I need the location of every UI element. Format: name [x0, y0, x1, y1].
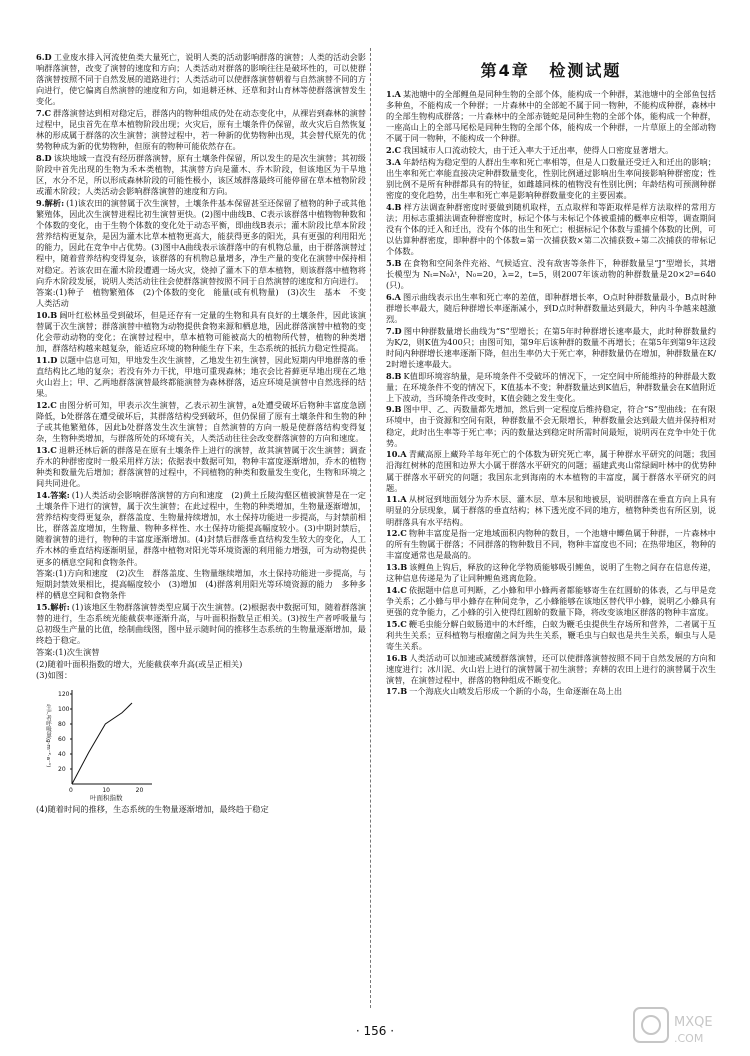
answer-number: 15.C — [386, 618, 407, 629]
x-tick-label: 20 — [135, 786, 144, 794]
answer-paragraph — [36, 445, 366, 489]
y-axis-label: 生产者呼吸量(g·m⁻²·a⁻¹) — [45, 703, 51, 767]
answer-text: K值即环境容纳量，是环境条件不受破坏的情况下，一定空间中所能维持的种群最大数量；在环境条件不变的情况下，K值基本不变；种群数量达到K值后，种群数量会在K值附近上下波动，当环境条件改变时，K值会随之发生变化。 — [386, 370, 716, 403]
y-tick-label: 40 — [58, 750, 66, 758]
answer-paragraph — [386, 449, 716, 493]
x-tick-label: 0 — [69, 786, 73, 794]
chapter-heading: 检测试题 — [549, 61, 622, 80]
answer-text: 依据题中信息可判断，乙小蜂和甲小蜂两者都能够寄生在红圆蚧的体表，乙与甲是竞争关系；乙小蜂与甲小蜂存在种间竞争，乙小蜂能够在该地区替代甲小蜂，说明乙小蜂具有更强的竞争能力，乙小蜂的引入使得红圆蚧的数量下降，将改变该地区群落的物种丰富度。 — [386, 584, 716, 618]
answer-paragraph — [386, 89, 716, 144]
answer-paragraph — [386, 562, 716, 584]
y-tick-label: 60 — [58, 735, 66, 743]
answer-paragraph — [386, 371, 716, 404]
answer-number: 3.A — [386, 156, 401, 167]
chapter-title — [386, 58, 716, 81]
answer-number: 14.C — [386, 584, 407, 595]
answer-number: 8.D — [36, 153, 52, 164]
answer-number: 9.B — [386, 404, 402, 415]
answer-number: 17.B — [386, 686, 408, 697]
answer-number: 14.答案: — [36, 490, 70, 500]
answer-text: 退耕还林后新的群落是在原有土壤条件上进行的演替，故其演替属于次生演替；调查乔木的种群密度时一般采用样方法；依据表中数据可知，物种丰富度逐渐增加，乔木的植物种类和数量先后增加；群落演替的过程中，不同植物的种类和数量发生变化，生物和环境之间共同进化。 — [36, 445, 366, 489]
answer-text: 从树冠到地面划分为乔木层、灌木层、草本层和地被层，说明群落在垂直方向上具有明显的分层现象，属于群落的垂直结构；林下透光度不同的地方，植物种类也有所区别，说明群落具有水平结构。 — [386, 494, 716, 527]
answer-paragraph — [36, 804, 366, 815]
answer-text: 样方法调查种群密度时要做到随机取样，五点取样和等距取样是样方法取样的常用方法；用标志重捕法调查种群密度时，标记个体与未标记个体被重捕的概率应相等，调查期间没有个体的迁入和迁出，没有个体的出生和死亡；根据标记个体数与重捕个体数的比例，可以估算种群密度，即种群中的个体数=第一次捕获数×第二次捕获数÷第二次捕获的带标记个体数。 — [386, 201, 716, 257]
answer-text: 由图分析可知，甲表示次生演替，乙表示初生演替，a处遭受破坏后物种丰富度急剧降低，b处群落在遭受破坏后，其群落结构受到破坏，但仍保留了原有土壤条件和生物的种子或其他繁殖体，因此b处群落发生次生演替；自然演替的方向一般是使群落结构变得复杂，生物种类增加，与群落所处的环境有关，人类活动往往会改变群落演替的方向和速度。 — [36, 400, 366, 444]
answer-text: (3)如图： — [36, 670, 73, 681]
answer-text: 图中种群数量增长曲线为“S”型增长；在第5年时种群增长速率最大，此时种群数量约为K/2，则K值为400只；由图可知，第9年后该种群的数量不再增长；在第5年到第9年这段时间内种群增长速率逐渐下降，但出生率仍大于死亡率，种群数量仍在增加，种群数量在K/2时增长速率最大。 — [386, 325, 716, 369]
answer-text: 该鲤鱼上钩后，释放的这种化学物质能够吸引鲤鱼，说明了生物之间存在信息传递，这种信息传递是为了让同种鲤鱼逃离危险。 — [386, 562, 716, 584]
x-tick-label: 10 — [102, 786, 110, 794]
page-number: · 156 · — [355, 1024, 395, 1038]
answer-number: 1.A — [386, 89, 401, 99]
watermark-logo — [632, 1004, 742, 1050]
answer-text: 我国城市人口流动较大，由于迁入率大于迁出率，使得人口密度显著增大。 — [403, 145, 674, 156]
answer-text: (1)该农田的演替属于次生演替，土壤条件基本保留甚至还保留了植物的种子或其他繁殖体，因此次生演替进程比初生演替更快。(2)图中曲线B、C表示该群落中植物物种数和个体数的变化，由于生物个体数的变化处于动态平衡，即曲线B表示；灌木阶段比草本阶段营养结构更复杂，是因为灌木比草本植物更高大，能获得更多的阳光，具有更强的利用阳光的能力，因此在竞争中占优势。(3)图中A曲线表示该群落中的有机物总量，由于群落演替过程中，随着营养结构变得复杂，该群落的有机物总量增多，净生产量的变化在演替中保持相对稳定。若该农田在灌木阶段遭遇一场火灾，烧掉了灌木下的草本植物，则该群落中植物将向乔木阶段发展，说明人类活动往往会使群落演替按照不同于自然演替的速度和方向进行。 — [36, 198, 366, 286]
answer-text: 某池塘中的全部鲤鱼是同种生物的全部个体，能构成一个种群，某池塘中的全部鱼包括多种鱼，不能构成一个种群；一片森林中的全部蛇不属于同一物种，不能构成种群，森林中的全部生物构成群落；一片森林中的全部赤链蛇是同种生物的全部个体，能构成一个种群，一座高山上的全部马尾松是同种生物的全部个体，能构成一个种群，一片草原上的全部动物不属于同一物种，不能构成一个种群。 — [386, 89, 716, 144]
answer-paragraph — [36, 490, 366, 568]
answer-number: 8.B — [386, 370, 402, 381]
answer-paragraph — [36, 400, 366, 444]
y-tick-label: 20 — [58, 765, 66, 773]
x-axis-label: 叶面积指数 — [90, 793, 123, 802]
answer-paragraph — [36, 198, 366, 287]
answer-number: 2.C — [386, 145, 402, 156]
answer-number: 6.D — [36, 52, 52, 62]
answer-paragraph — [386, 202, 716, 257]
answer-number: 15.解析: — [36, 602, 70, 613]
answer-text: 答案:(1)种子 植物繁殖体 (2)个体数的变化 能量(或有机物量) (3)次生 基本 不变 人类活动 — [36, 287, 375, 309]
answer-paragraph — [386, 404, 716, 448]
right-column-body — [386, 89, 716, 698]
answer-paragraph — [386, 258, 716, 291]
answer-text: 阔叶红松林虽受到破坏，但是还存有一定量的生物和具有良好的土壤条件，因此该演替属于次生演替；群落演替中植物为动物提供食物来源和栖息地，因此群落演替中植物的变化会带动动物的变化；在演替过程中，草本植物可能被高大的植物所代替，植物的种类增加，群落结构越来越复杂，能适应环境的物种能生存下来，生态系统的抵抗力稳定性提高。 — [36, 310, 366, 354]
answer-text: 鞭毛虫能分解白蚁肠道中的木纤维，白蚁为鞭毛虫提供生存场所和营养，二者属于互利共生关系；豆科植物与根瘤菌之间为共生关系，鞭毛虫与白蚁也是共生关系，蛔虫与人是寄生关系。 — [386, 618, 716, 651]
answer-number: 12.C — [386, 528, 407, 539]
answer-paragraph — [36, 670, 366, 681]
answer-paragraph — [36, 52, 366, 107]
answer-paragraph — [386, 145, 716, 156]
answer-text: 图中甲、乙、丙数量都先增加，然后到一定程度后维持稳定，符合“S”型曲线；在有限环境中，由于资源和空间有限，种群数量不会无限增长，种群数量会达到最大值并保持相对稳定，此时出生率等于死亡率；丙的数量达到稳定时所需时间最短，说明丙在竞争中处于优势。 — [386, 404, 716, 448]
answer-paragraph — [36, 602, 366, 646]
y-tick-label: 80 — [58, 720, 66, 728]
answer-text: 答案:(1)方向和速度 (2)次生 群落盖度、生物量继续增加，水土保持功能进一步提高，与短期封禁效果相比，提高幅度较小 (3)增加 (4)群落利用阳光等环境资源的能力 多种多样的栖息空间和食物条件 — [36, 568, 366, 601]
answer-paragraph — [36, 647, 366, 658]
answer-number: 6.A — [386, 291, 401, 302]
answer-number: 11.D — [36, 355, 58, 366]
answer-text: 物种丰富度是指一定地域面积内物种的数目，一个池塘中鲫鱼属于种群，一片森林中的所有生物属于群落；不同群落的物种数目不同，物种丰富度也不同；在热带地区，物种的丰富度通常也是最高的。 — [386, 528, 716, 561]
answer-paragraph — [386, 619, 716, 652]
answer-text: (2)随着叶面积指数的增大，光能截获率升高(或呈正相关) — [36, 658, 243, 669]
answer-text: 该块地域一直没有经历群落演替，原有土壤条件保留，所以发生的是次生演替；其初级阶段中首先出现的生物为禾本类植物，其演替方向是灌木、乔木阶段，但该地区为干旱地区，水分不足，所以形成森林阶段的可能性极小，该区域群落最终可能停留在草本植物阶段或灌木阶段；人类活动会影响群落演替的速度和方向。 — [36, 153, 366, 197]
y-tick-label: 120 — [58, 690, 70, 698]
answer-paragraph — [36, 287, 375, 309]
answer-paragraph — [386, 157, 716, 201]
answer-text: (4)随着时间的推移，生态系统的生物量逐渐增加，最终趋于稳定 — [36, 803, 269, 814]
column-divider — [370, 48, 372, 1008]
answer-text: 人类活动可以加速或减缓群落演替，还可以使群落演替按照不同于自然发展的方向和速度进行；冰川泥、火山岩上进行的演替属于初生演替；弃耕的农田上进行的演替属于次生演替，在演替过程中，群落的物种组成不断变化。 — [386, 652, 716, 685]
answer-paragraph — [36, 153, 366, 197]
answer-paragraph — [36, 568, 366, 601]
answer-paragraph — [36, 659, 366, 670]
answer-text: 图示曲线表示出生率和死亡率的差值，即种群增长率，O点时种群数量最小，B点时种群增长率最大，随后种群增长率逐渐减小，到D点时种群数量达到最大，种内斗争越来越激烈。 — [386, 291, 716, 324]
svg-text:.COM: .COM — [674, 1032, 704, 1045]
answer-text: 青藏高原上藏羚羊每年死亡的个体数为研究死亡率，属于种群水平研究的问题；我国沿海红树林的范围和边界大小属于群落水平研究的问题；福建武夷山常绿阔叶林中的优势种属于群落水平研究的问题；我国东北到海南的木本植物的丰富度，属于群落水平研究的问题。 — [386, 449, 716, 493]
answer-text: 群落演替达到相对稳定后，群落内的物种组成仍处在动态变化中，从裸岩到森林的演替过程中，昆虫首先在草本植物阶段出现；火灾后，原有土壤条件仍保留，故火灾后自然恢复林的形成属于群落的次生演替；演替过程中，若一种新的优势物种出现，其会替代原先的优势物种成为新的优势物种，但原有的物种可能依然存在。 — [36, 108, 366, 152]
answer-paragraph — [386, 653, 716, 686]
answer-number: 9.解析: — [36, 198, 65, 208]
answer-number: 7.D — [386, 325, 402, 336]
chapter-label: 第4章 — [480, 61, 530, 80]
answer-paragraph — [386, 686, 716, 697]
answer-number: 7.C — [36, 108, 52, 119]
answer-paragraph — [386, 494, 716, 527]
answer-paragraph — [386, 326, 716, 370]
answer-text: 以题中信息可知，甲地发生次生演替，乙地发生初生演替，因此短期内甲地群落的垂直结构比乙地的复杂；若没有外力干扰，甲地可重现森林；地衣会比苔藓更早地出现在乙地火山岩上；甲、乙两地群落演替最终都能演替为森林群落，适应环境是演替中自然选择的结果。 — [36, 355, 366, 399]
y-tick-label: 100 — [58, 705, 70, 713]
answer-paragraph — [386, 292, 716, 325]
answer-text: 答案:(1)次生演替 — [36, 647, 100, 658]
answer-text: (1)该地区生物群落演替类型应属于次生演替。(2)根据表中数据可知，随着群落演替的进行，生态系统光能截获率逐渐升高，与叶面积指数呈正相关。(3)按生产者呼吸量与总初级生产量的比值，绘制曲线图，图中显示随时间的推移生态系统的生物量逐渐增加，最终趋于稳定。 — [36, 602, 366, 646]
answer-paragraph — [386, 528, 716, 561]
answer-number: 10.A — [386, 449, 407, 460]
answer-paragraph — [36, 355, 366, 399]
answer-text: (1)人类活动会影响群落演替的方向和速度 (2)黄土丘陵沟壑区植被演替是在一定土壤条件下进行的演替，属于次生演替；在此过程中，生物的种类增加，生物量逐渐增加，营养结构变得更复杂，群落盖度、生物量持续增加，水土保持功能进一步提高，与封禁前相比，群落盖度增加，生物量、物种多样性、水土保持功能提高幅度较小。(3)中期封禁后，随着演替的进行，物种的丰富度逐渐增加。(4)封禁后群落垂直结构发生较大的变化，人工乔木林的垂直结构逐渐明显，群落中植物对阳光等环境资源的利用能力增强，可为动物提供更多的栖息空间和食物条件。 — [36, 490, 366, 567]
right-column — [386, 52, 716, 698]
answer-number: 13.C — [36, 445, 57, 456]
answer-number: 11.A — [386, 494, 407, 505]
answer-paragraph — [36, 108, 366, 152]
answer-paragraph — [36, 310, 366, 354]
answer-number: 4.B — [386, 201, 402, 212]
line-graph — [46, 684, 166, 802]
graph-svg — [46, 684, 166, 802]
answer-text: 年龄结构为稳定型的人群出生率和死亡率相等，但是人口数量还受迁入和迁出的影响；出生率和死亡率能直接决定种群数量变化，性别比例通过影响出生率间接影响种群密度；性别比例不是所有种群都具有的特征，如雌雄同株的植物没有性别比例；年龄结构可预测种群密度的变化趋势，出生率和死亡率是影响种群数量变化的主要因素。 — [386, 156, 716, 201]
left-column — [36, 52, 375, 815]
answer-number: 10.B — [36, 310, 58, 321]
answer-text: 工业废水排入河流使鱼类大量死亡，说明人类的活动影响群落的演替；人类的活动会影响群落演替，改变了演替的速度和方向；人类活动对群落的影响往往是破坏性的，可以使群落演替按照不同于自然发展的道路进行；人类活动可以使群落演替朝着与自然演替不同的方向进行，使它偏离自然演替的速度和方向，如退耕还林、还草和封山育林等使群落演替发生变化。 — [36, 52, 366, 107]
svg-text:MXQE: MXQE — [674, 1015, 713, 1030]
answer-number: 5.B — [386, 257, 402, 268]
answer-paragraph — [386, 585, 716, 618]
answer-text: 在食物和空间条件充裕、气候适宜、没有敌害等条件下，种群数量呈“J”型增长，其增长模型为 Nₜ=N₀λᵗ，N₀=20，λ=2，t=5，则2007年该动物的种群数量是20×2⁵=640(只)。 — [386, 257, 716, 290]
graph-curve — [72, 703, 132, 784]
answer-number: 12.C — [36, 400, 57, 411]
answer-text: 一个海底火山喷发后形成一个新的小岛，生命逐渐在岛上出 — [409, 686, 623, 697]
answer-number: 16.B — [386, 652, 408, 663]
answer-number: 13.B — [386, 562, 408, 573]
